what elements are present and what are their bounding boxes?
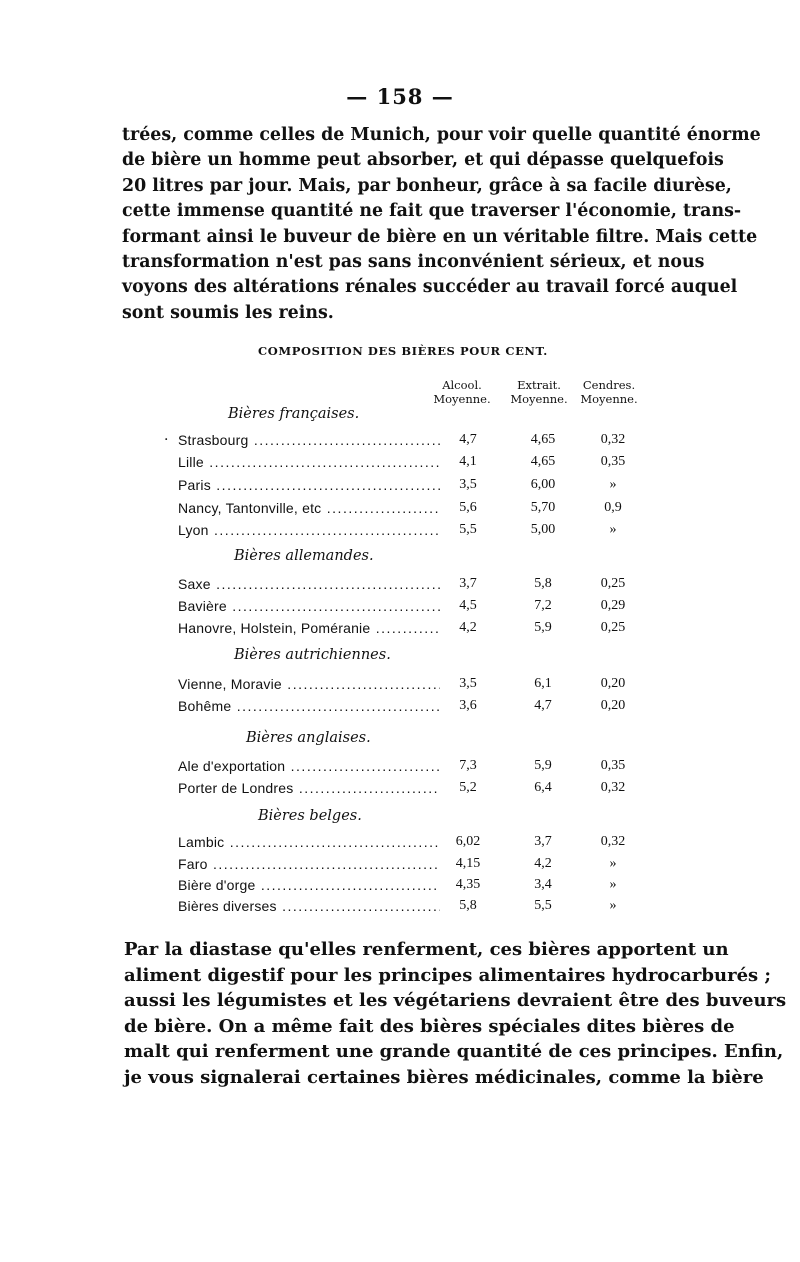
row-name: Bières diverses ..... bbox=[178, 898, 440, 914]
table-row bbox=[178, 432, 648, 454]
text-line: aussi les légumistes et les végétariens devraient être des buveurs bbox=[124, 990, 787, 1012]
row-name: Bavière ..... bbox=[178, 598, 440, 614]
row-name: Bohême ..... bbox=[178, 698, 440, 714]
table-row bbox=[178, 576, 648, 598]
table-row bbox=[178, 856, 648, 878]
row-name: Faro ..... bbox=[178, 856, 440, 872]
paragraph-bottom bbox=[124, 937, 787, 1091]
value-extrait: 7,2 bbox=[534, 598, 552, 613]
value-extrait: 5,5 bbox=[534, 898, 552, 913]
value-alcool: 5,2 bbox=[459, 780, 477, 795]
value-extrait: 4,7 bbox=[534, 698, 552, 713]
value-alcool: 3,7 bbox=[459, 576, 477, 591]
table-row bbox=[178, 477, 648, 499]
value-cendres: » bbox=[609, 856, 617, 871]
table-row bbox=[178, 834, 648, 856]
value-extrait: 6,1 bbox=[534, 676, 552, 691]
value-extrait: 5,00 bbox=[530, 522, 556, 537]
text-line: trées, comme celles de Munich, pour voir quelle quantité énorme bbox=[122, 125, 761, 145]
column-header-sublabel: Moyenne. bbox=[580, 392, 638, 406]
value-cendres: » bbox=[609, 522, 617, 537]
margin-mark: · bbox=[164, 432, 169, 448]
section-title-autrichiennes: Bières autrichiennes. bbox=[234, 647, 391, 663]
paragraph-top bbox=[122, 123, 761, 326]
row-name: Hanovre, Holstein, Poméranie ..... bbox=[178, 620, 440, 636]
value-alcool: 4,2 bbox=[459, 620, 477, 635]
column-header-extrait bbox=[506, 378, 572, 406]
column-header-label: Alcool. bbox=[442, 378, 482, 392]
value-cendres: 0,32 bbox=[600, 432, 626, 447]
value-extrait: 5,9 bbox=[534, 758, 552, 773]
value-extrait: 4,2 bbox=[534, 856, 552, 871]
column-header-label: Extrait. bbox=[517, 378, 561, 392]
value-cendres: 0,32 bbox=[600, 834, 626, 849]
table-row bbox=[178, 454, 648, 476]
value-alcool: 5,8 bbox=[459, 898, 477, 913]
section-title-anglaises: Bières anglaises. bbox=[246, 730, 371, 746]
text-line: de bière un homme peut absorber, et qui dépasse quelquefois bbox=[122, 150, 724, 171]
value-cendres: 0,35 bbox=[600, 454, 626, 469]
text-line: aliment digestif pour les principes alimentaires hydrocarburés ; bbox=[124, 964, 772, 986]
value-alcool: 4,35 bbox=[455, 877, 481, 892]
column-header-sublabel: Moyenne. bbox=[510, 392, 568, 406]
row-name: Porter de Londres ..... bbox=[178, 780, 440, 796]
column-header-cendres bbox=[576, 378, 642, 406]
value-extrait: 6,00 bbox=[530, 477, 556, 492]
table-row bbox=[178, 598, 648, 620]
section-title-francaises: Bières françaises. bbox=[228, 406, 360, 422]
row-name: Paris ..... bbox=[178, 477, 440, 493]
column-header-label: Cendres. bbox=[582, 378, 636, 392]
value-alcool: 3,5 bbox=[459, 477, 477, 492]
value-cendres: » bbox=[609, 477, 617, 492]
table-row bbox=[178, 620, 648, 642]
value-alcool: 4,1 bbox=[459, 454, 477, 469]
value-alcool: 4,5 bbox=[459, 598, 477, 613]
value-alcool: 4,15 bbox=[455, 856, 481, 871]
value-cendres: 0,20 bbox=[600, 676, 626, 691]
section-title-allemandes: Bières allemandes. bbox=[234, 548, 374, 564]
value-cendres: 0,35 bbox=[600, 758, 626, 773]
value-extrait: 5,70 bbox=[530, 500, 556, 515]
value-alcool: 3,6 bbox=[459, 698, 477, 713]
table-row bbox=[178, 780, 648, 802]
row-name: Saxe ..... bbox=[178, 576, 440, 592]
row-name: Vienne, Moravie ..... bbox=[178, 676, 440, 692]
value-cendres: 0,9 bbox=[604, 500, 622, 515]
value-alcool: 5,5 bbox=[459, 522, 477, 537]
value-cendres: 0,29 bbox=[600, 598, 626, 613]
value-alcool: 6,02 bbox=[455, 834, 481, 849]
value-cendres: 0,32 bbox=[600, 780, 626, 795]
value-extrait: 3,7 bbox=[534, 834, 552, 849]
value-extrait: 4,65 bbox=[530, 432, 556, 447]
row-name: Ale d'exportation ..... bbox=[178, 758, 440, 774]
text-line: sont soumis les reins. bbox=[122, 302, 334, 323]
page-number: — 158 — bbox=[346, 84, 454, 109]
value-cendres: » bbox=[609, 877, 617, 892]
table-row bbox=[178, 877, 648, 899]
text-line: transformation n'est pas sans inconvénient sérieux, et nous bbox=[122, 252, 705, 273]
table-row bbox=[178, 898, 648, 920]
column-header-alcool bbox=[432, 378, 492, 406]
table-row bbox=[178, 522, 648, 544]
row-name: Lille ..... bbox=[178, 454, 440, 470]
value-extrait: 5,8 bbox=[534, 576, 552, 591]
row-name: Bière d'orge ..... bbox=[178, 877, 440, 893]
value-alcool: 7,3 bbox=[459, 758, 477, 773]
value-extrait: 3,4 bbox=[534, 877, 552, 892]
column-header-sublabel: Moyenne. bbox=[433, 392, 491, 406]
value-alcool: 5,6 bbox=[459, 500, 477, 515]
row-name: Nancy, Tantonville, etc ..... bbox=[178, 500, 440, 516]
row-name: Lyon ..... bbox=[178, 522, 440, 538]
value-extrait: 4,65 bbox=[530, 454, 556, 469]
text-line: cette immense quantité ne fait que traverser l'économie, trans- bbox=[122, 201, 742, 222]
value-extrait: 6,4 bbox=[534, 780, 552, 795]
table-row bbox=[178, 676, 648, 698]
row-name: Strasbourg ..... bbox=[178, 432, 440, 448]
table-title: COMPOSITION DES BIÈRES POUR CENT. bbox=[258, 344, 548, 358]
text-line: je vous signalerai certaines bières médicinales, comme la bière bbox=[124, 1066, 764, 1088]
value-alcool: 4,7 bbox=[459, 432, 477, 447]
value-cendres: 0,20 bbox=[600, 698, 626, 713]
value-alcool: 3,5 bbox=[459, 676, 477, 691]
text-line: Par la diastase qu'elles renferment, ces bières apportent un bbox=[124, 939, 729, 960]
value-cendres: 0,25 bbox=[600, 620, 626, 635]
row-name: Lambic ..... bbox=[178, 834, 440, 850]
text-line: formant ainsi le buveur de bière en un véritable filtre. Mais cette bbox=[122, 226, 758, 247]
value-cendres: » bbox=[609, 898, 617, 913]
table-row bbox=[178, 500, 648, 522]
table-row bbox=[178, 698, 648, 720]
text-line: de bière. On a même fait des bières spéciales dites bières de bbox=[124, 1015, 735, 1037]
table-row bbox=[178, 758, 648, 780]
section-title-belges: Bières belges. bbox=[258, 808, 362, 824]
value-extrait: 5,9 bbox=[534, 620, 552, 635]
text-line: voyons des altérations rénales succéder au travail forcé auquel bbox=[122, 277, 738, 298]
value-cendres: 0,25 bbox=[600, 576, 626, 591]
text-line: malt qui renferment une grande quantité de ces principes. Enfin, bbox=[124, 1041, 784, 1063]
text-line: 20 litres par jour. Mais, par bonheur, grâce à sa facile diurèse, bbox=[122, 175, 732, 196]
